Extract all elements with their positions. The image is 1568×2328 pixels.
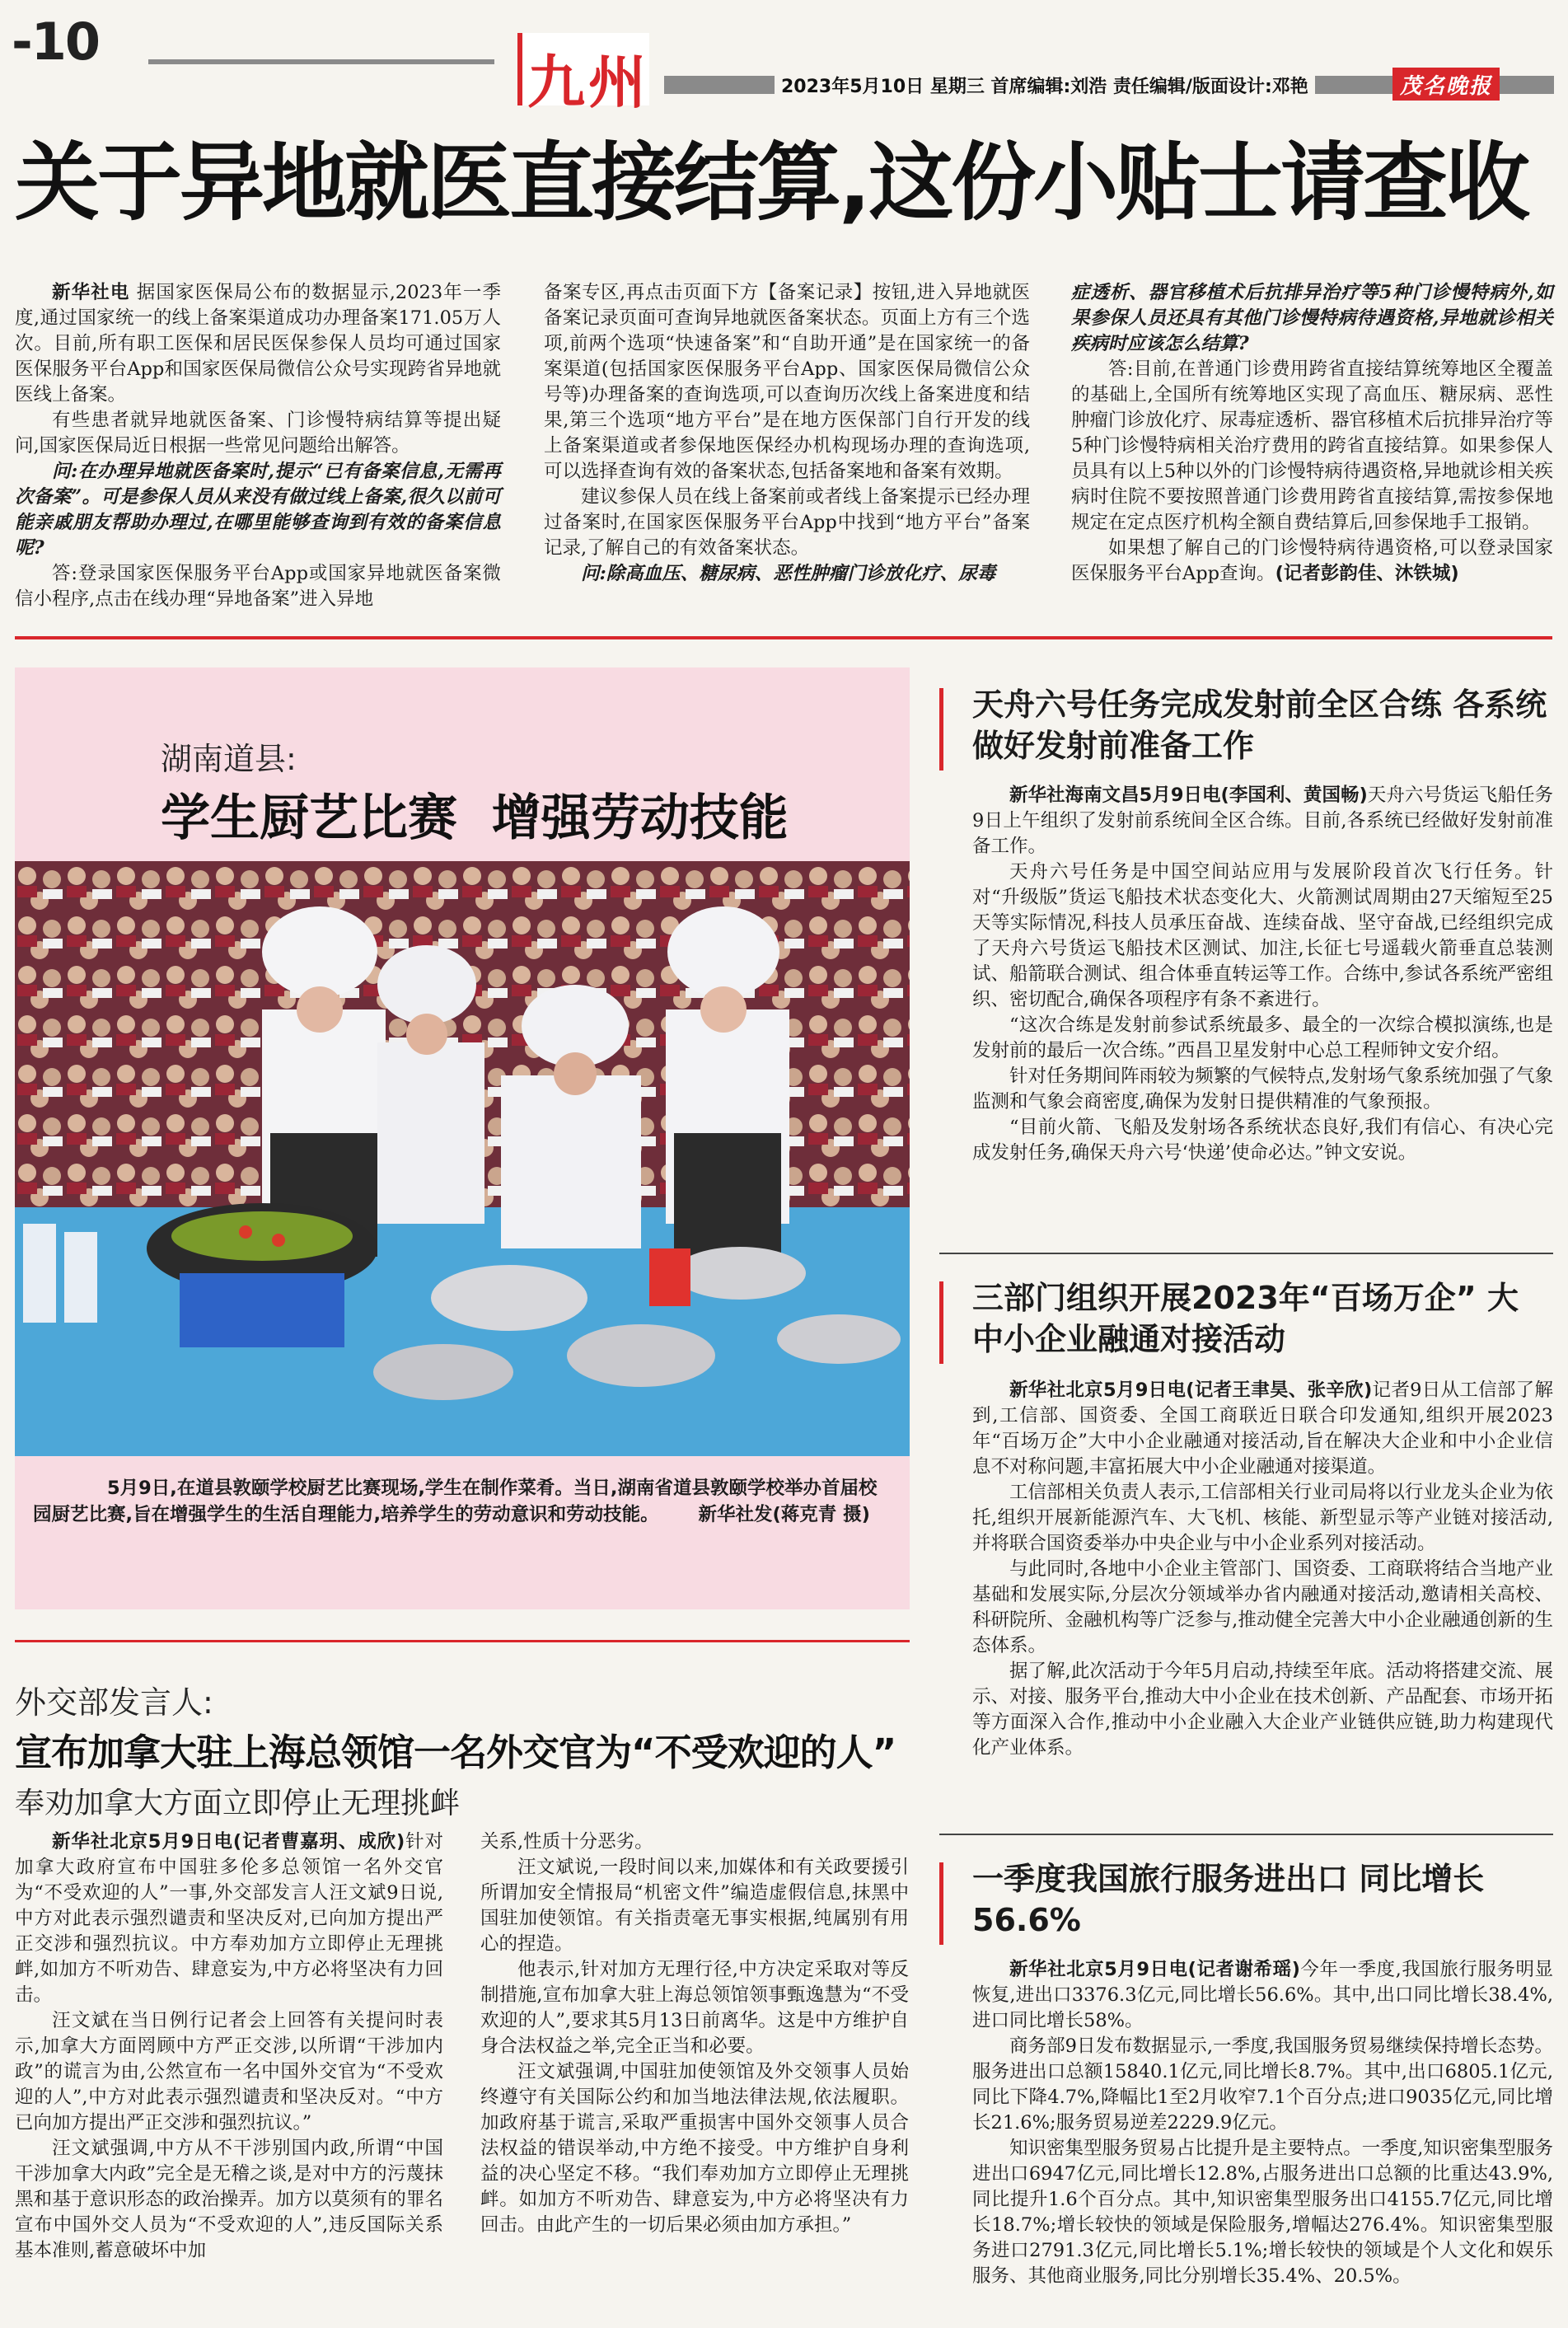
article4-p4: 关系,性质十分恶劣。 — [480, 1831, 653, 1853]
article4-kicker: 外交部发言人: — [15, 1684, 213, 1721]
article1-headline: 关于异地就医直接结算,这份小贴士请查收 — [15, 133, 1528, 232]
article1-col3 — [1071, 280, 1553, 587]
article2-headline-text: 天舟六号任务完成发射前全区合练 各系统做好发射前准备工作 — [972, 686, 1547, 764]
article3-p2: 工信部相关负责人表示,工信部相关行业司局将以行业龙头企业为依托,组织开展新能源汽车、大飞机、核能、新型显示等产业链对接活动,并将联合国资委举办中央企业与中小企业系列对接活动。 — [972, 1482, 1553, 1554]
article5-p2: 商务部9日发布数据显示,一季度,我国服务贸易继续保持增长态势。服务进出口总额15840.1亿元,同比增长8.7%。其中,出口6805.1亿元,同比下降4.7%,降幅比1至2月收窄7.1个百分点;进口9035亿元,同比增长21.6%;服务贸易逆差2229.9亿元。 — [972, 2035, 1553, 2134]
article1-col2 — [544, 280, 1030, 587]
article1-p1: 新华社电 据国家医保局公布的数据显示,2023年一季度,通过国家统一的线上备案渠道成功办理备案171.05万人次。目前,所有职工医保和居民医保参保人员均可通过国家医保服务平台App和国家医保局微信公众号实现跨省异地就医线上备案。 — [15, 282, 501, 405]
article2-p5: “目前火箭、飞船及发射场各系统状态良好,我们有信心、有决心完成发射任务,确保天舟六号‘快递’使命必达。”钟文安说。 — [972, 1117, 1553, 1164]
article2-p4: 针对任务期间阵雨较为频繁的气候特点,发射场气象系统加强了气象监测和气象会商密度,确保为发射日提供精准的气象预报。 — [972, 1066, 1553, 1112]
article1-closing: 如果想了解自己的门诊慢特病待遇资格,可以登录国家医保服务平台App查询。(记者彭韵佳、沐铁城) — [1071, 537, 1553, 584]
article3-p1: 新华社北京5月9日电(记者王聿昊、张辛欣)记者9日从工信部了解到,工信部、国资委、全国工商联近日联合印发通知,组织开展2023年“百场万企”大中小企业融通对接活动,旨在解决大企业和中小企业信息不对称问题,丰富拓展大中小企业融通对接渠道。 — [972, 1379, 1553, 1478]
article1-answer2: 答:目前,在普通门诊费用跨省直接结算统筹地区全覆盖的基础上,全国所有统筹地区实现了高血压、糖尿病、恶性肿瘤门诊放化疗、尿毒症透析、器官移植术后抗排异治疗等5种门诊慢特病相关治疗费用的跨省直接结算。如果参保人员具有以上5种以外的门诊慢特病待遇资格,异地就诊相关疾病时住院不要按照普通门诊费用跨省直接结算,需按参保地规定在定点医疗机构全额自费结算后,回参保地手工报销。 — [1071, 358, 1554, 533]
photo-feature-title: 学生厨艺比赛 增强劳动技能 — [161, 789, 789, 847]
article4-p1: 新华社北京5月9日电(记者曹嘉玥、成欣)针对加拿大政府宣布中国驻多伦多总领馆一名外交官为“不受欢迎的人”一事,外交部发言人汪文斌9日说,中方对此表示强烈谴责和坚决反对,已向加方提出严正交涉和强烈抗议。中方奉劝加方立即停止无理挑衅,如加方不听劝告、肆意妄为,中方必将坚决有力回击。 — [15, 1831, 443, 2006]
page-number: -10 — [12, 12, 100, 72]
article3-headline — [972, 1277, 1549, 1360]
article2-p2: 天舟六号任务是中国空间站应用与发展阶段首次飞行任务。针对“升级版”货运飞船技术状态变化大、火箭测试周期由27天缩短至25天等实际情况,科技人员承压奋战、连续奋战、坚守奋战,已经组织完成了天舟六号货运飞船技术区测试、加注,长征七号遥载火箭垂直总装测试、船箭联合测试、组合体垂直转运等工作。合练中,参试各系统严密组织、密切配合,确保各项程序有条不紊进行。 — [972, 861, 1553, 1010]
article1-col1 — [15, 280, 501, 612]
brand-name: 茂名晚报 — [1399, 73, 1492, 99]
section-badge — [517, 33, 649, 116]
article1-question2-cont: 症透析、器官移植术后抗排异治疗等5种门诊慢特病外,如果参保人员还具有其他门诊慢特病待遇资格,异地就诊相关疾病时应该怎么结算? — [1071, 282, 1553, 354]
article3-body — [972, 1378, 1553, 1761]
header-rule-left — [148, 59, 494, 64]
article1-p4: 建议参保人员在线上备案前或者线上备案提示已经办理过备案时,在国家医保服务平台App中找到“地方平台”备案记录,了解自己的有效备案状态。 — [544, 486, 1030, 559]
article5-p3: 知识密集型服务贸易占比提升是主要特点。一季度,知识密集型服务进出口6947亿元,同比增长12.8%,占服务进出口总额的比重达43.9%,同比提升1.6个百分点。其中,知识密集型服务出口4155.7亿元,同比增长18.7%;增长较快的领域是保险服务,增幅达276.4%。知识密集型服务进口2791.3亿元,同比增长5.1%;增长较快的领域是个人文化和娱乐服务、其他商业服务,同比分别增长35.4%、20.5%。 — [972, 2138, 1553, 2287]
header-info-line: 2023年5月10日 星期三 首席编辑:刘浩 责任编辑/版面设计:邓艳 — [775, 73, 1315, 98]
article4-p2: 汪文斌在当日例行记者会上回答有关提问时表示,加拿大方面罔顾中方严正交涉,以所谓“干涉加内政”的谎言为由,公然宣布一名中国外交官为“不受欢迎的人”,中方对此表示强烈谴责和坚决反对。“中方已向加方提出严正交涉和强烈抗议。” — [15, 2010, 443, 2134]
article2-headline — [972, 684, 1549, 766]
photo-credit: 新华社发(蒋克青 摄) — [698, 1504, 870, 1525]
article3-p4: 据了解,此次活动于今年5月启动,持续至年底。活动将搭建交流、展示、对接、服务平台,推动大中小企业在技术创新、产品配套、市场开拓等方面深入合作,推动中小企业融入大企业产业链供应链,助力构建现代化产业体系。 — [972, 1661, 1553, 1759]
divider-top — [15, 636, 1552, 639]
cooking-contest-photo — [15, 861, 910, 1456]
article1-p3: 备案专区,再点击页面下方【备案记录】按钮,进入异地就医备案记录页面可查询异地就医备案状态。页面上方有三个选项,前两个选项“快速备案”和“自助开通”是在国家统一的备案渠道(包括国家医保服务平台App、国家医保局微信公众号等)办理备案的查询选项,可以查询历次线上备案进度和结果,第三个选项“地方平台”是在地方医保部门自行开发的线上备案渠道或者参保地医保经办机构现场办理的查询选项,可以选择查询有效的备案状态,包括备案地和备案有效期。 — [544, 282, 1030, 482]
article2-p1: 新华社海南文昌5月9日电(李国利、黄国畅)天舟六号货运飞船任务9日上午组织了发射前系统间全区合练。目前,各系统已经做好发射前准备工作。 — [972, 785, 1553, 857]
article4-p6: 他表示,针对加方无理行径,中方决定采取对等反制措施,宣布加拿大驻上海总领馆领事甄逸慧为“不受欢迎的人”,要求其5月13日前离华。这是中方维护自身合法权益之举,完全正当和必要。 — [480, 1959, 909, 2057]
photo-caption-text: 5月9日,在道县敦颐学校厨艺比赛现场,学生在制作菜肴。当日,湖南省道县敦颐学校举办首届校园厨艺比赛,旨在增强学生的生活自理能力,培养学生的劳动意识和劳动技能。 — [33, 1478, 878, 1525]
photo-feature-kicker: 湖南道县: — [161, 741, 297, 777]
article4-p5: 汪文斌说,一段时间以来,加媒体和有关政要援引所谓加安全情报局“机密文件”编造虚假信息,抹黑中国驻加使领馆。有关指责毫无事实根据,纯属别有用心的捏造。 — [480, 1857, 909, 1955]
divider-right-1 — [939, 1253, 1553, 1254]
divider-right-2 — [939, 1834, 1553, 1835]
article3-p3: 与此同时,各地中小企业主管部门、国资委、工商联将结合当地产业基础和发展实际,分层次分领域举办省内融通对接活动,邀请相关高校、科研院所、金融机构等广泛参与,推动健全完善大中小企业融通创新的生态体系。 — [972, 1558, 1553, 1656]
article2-body — [972, 783, 1553, 1166]
article2-p3: “这次合练是发射前参试系统最多、最全的一次综合模拟演练,也是发射前的最后一次合练。”西昌卫星发射中心总工程师钟文安介绍。 — [972, 1014, 1553, 1061]
article5-p1: 新华社北京5月9日电(记者谢希瑶)今年一季度,我国旅行服务明显恢复,进出口3376.3亿元,同比增长56.6%。其中,出口同比增长38.4%,进口同比增长58%。 — [972, 1959, 1553, 2031]
article4-col2 — [480, 1829, 909, 2238]
article5-body — [972, 1957, 1553, 2289]
article3-marker — [939, 1281, 943, 1364]
article5-headline-text: 一季度我国旅行服务进出口 同比增长56.6% — [972, 1861, 1485, 1938]
brand-logo — [1392, 68, 1500, 101]
article2-marker — [939, 688, 943, 771]
article4-col1 — [15, 1829, 443, 2264]
article5-headline — [972, 1858, 1549, 1941]
article1-p2: 有些患者就异地就医备案、门诊慢特病结算等提出疑问,国家医保局近日根据一些常见问题给出解答。 — [15, 410, 501, 457]
divider-left-mid — [15, 1640, 910, 1642]
cooking-contest-illustration — [15, 861, 910, 1456]
article4-p3: 汪文斌强调,中方从不干涉别国内政,所谓“中国干涉加拿大内政”完全是无稽之谈,是对中方的污蔑抹黑和基于意识形态的政治操弄。加方以莫须有的罪名宣布中国外交人员为“不受欢迎的人”,违反国际关系基本准则,蓄意破坏中加 — [15, 2138, 443, 2261]
article4-p7: 汪文斌强调,中国驻加使领馆及外交领事人员始终遵守有关国际公约和加当地法律法规,依法履职。加政府基于谎言,采取严重损害中国外交领事人员合法权益的错误举动,中方绝不接受。中方维护自身利益的决心坚定不移。“我们奉劝加方立即停止无理挑衅。如加方不听劝告、肆意妄为,中方必将坚决有力回击。由此产生的一切后果必须由加方承担。” — [480, 2061, 909, 2236]
article5-marker — [939, 1862, 943, 1945]
article4-subhead: 奉劝加拿大方面立即停止无理挑衅 — [15, 1787, 461, 1820]
article4-headline: 宣布加拿大驻上海总领馆一名外交官为“不受欢迎的人” — [15, 1731, 896, 1774]
article1-credit: (记者彭韵佳、沐铁城) — [1275, 563, 1459, 584]
article3-headline-text: 三部门组织开展2023年“百场万企” 大中小企业融通对接活动 — [972, 1280, 1519, 1357]
article1-answer1: 答:登录国家医保服务平台App或国家异地就医备案微信小程序,点击在线办理“异地备案”进入异地 — [15, 563, 501, 610]
chef-3 — [501, 985, 641, 1248]
article1-question2: 问:除高血压、糖尿病、恶性肿瘤门诊放化疗、尿毒 — [581, 563, 996, 584]
chef-2 — [377, 945, 484, 1224]
article1-question1: 问:在办理异地就医备案时,提示“已有备案信息,无需再次备案”。可是参保人员从来没有做过线上备案,很久以前可能亲戚朋友帮助办理过,在哪里能够查询到有效的备案信息呢? — [15, 461, 501, 559]
photo-caption — [33, 1475, 890, 1528]
section-name: 九州 — [527, 48, 649, 116]
